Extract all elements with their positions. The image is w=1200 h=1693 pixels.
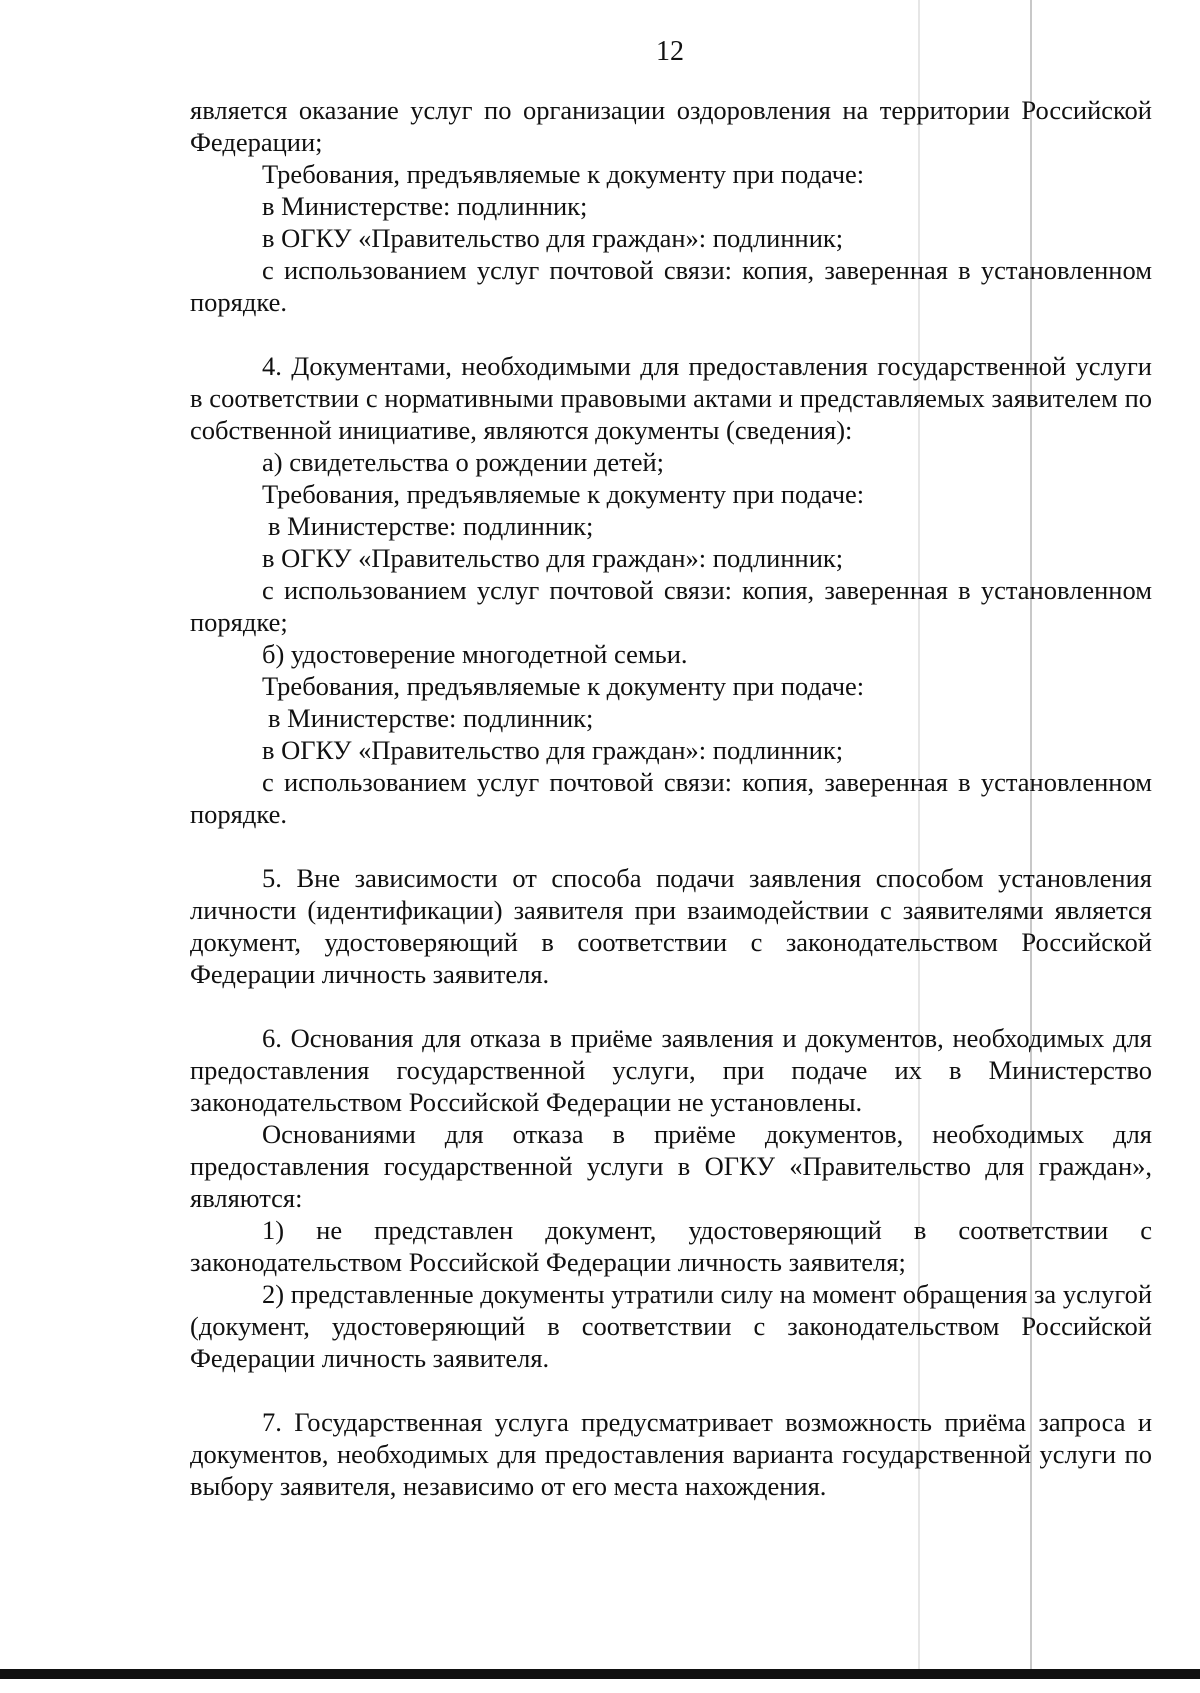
paragraph: с использованием услуг почтовой связи: копия, заверенная в установленном порядке; [190, 575, 1152, 637]
document-body [190, 94, 1152, 1502]
paragraph-gap [190, 830, 1152, 862]
paragraph: Требования, предъявляемые к документу при подаче: [262, 671, 865, 701]
paragraph: в Министерстве: подлинник; [268, 511, 594, 541]
paragraph-gap [190, 1374, 1152, 1406]
paragraph: б) удостоверение многодетной семьи. [262, 639, 688, 669]
page-number: 12 [656, 36, 684, 67]
paragraph: 5. Вне зависимости от способа подачи заявления способом установления личности (идентификации) заявителя при взаимодействии с заявителями является документ, удостоверяющий в соответствии с законодательством Российской Федерации личность заявителя. [190, 863, 1152, 989]
paragraph: 7. Государственная услуга предусматривает возможность приёма запроса и документов, необходимых для предоставления варианта государственной услуги по выбору заявителя, независимо от его места нахождения. [190, 1407, 1152, 1501]
paragraph: 1) не представлен документ, удостоверяющий в соответствии с законодательством Российской Федерации личность заявителя; [190, 1215, 1152, 1277]
paragraph: с использованием услуг почтовой связи: копия, заверенная в установленном порядке. [190, 767, 1152, 829]
paragraph: Основаниями для отказа в приёме документов, необходимых для предоставления государственной услуги в ОГКУ «Правительство для граждан», являются: [190, 1119, 1152, 1213]
paragraph: 2) представленные документы утратили силу на момент обращения за услугой (документ, удостоверяющий в соответствии с законодательством Российской Федерации личность заявителя. [190, 1279, 1152, 1373]
paragraph: является оказание услуг по организации оздоровления на территории Российской Федерации; [190, 95, 1152, 157]
paragraph: с использованием услуг почтовой связи: копия, заверенная в установленном порядке. [190, 255, 1152, 317]
paragraph-gap [190, 318, 1152, 350]
paragraph: 4. Документами, необходимыми для предоставления государственной услуги в соответствии с нормативными правовыми актами и представляемых заявителем по собственной инициативе, являются документы (сведения): [190, 351, 1152, 445]
paragraph: 6. Основания для отказа в приёме заявления и документов, необходимых для предоставления государственной услуги, при подаче их в Министерство законодательством Российской Федерации не установлены. [190, 1023, 1152, 1117]
paragraph: в ОГКУ «Правительство для граждан»: подлинник; [262, 543, 844, 573]
paragraph: а) свидетельства о рождении детей; [262, 447, 665, 477]
paragraph: в Министерстве: подлинник; [268, 703, 594, 733]
paragraph: в ОГКУ «Правительство для граждан»: подлинник; [262, 223, 844, 253]
paragraph: Требования, предъявляемые к документу при подаче: [262, 159, 865, 189]
paragraph: в ОГКУ «Правительство для граждан»: подлинник; [262, 735, 844, 765]
paragraph-gap [190, 990, 1152, 1022]
page-bottom-border [0, 1669, 1200, 1679]
paragraph: Требования, предъявляемые к документу при подаче: [262, 479, 865, 509]
paragraph: в Министерстве: подлинник; [262, 191, 588, 221]
